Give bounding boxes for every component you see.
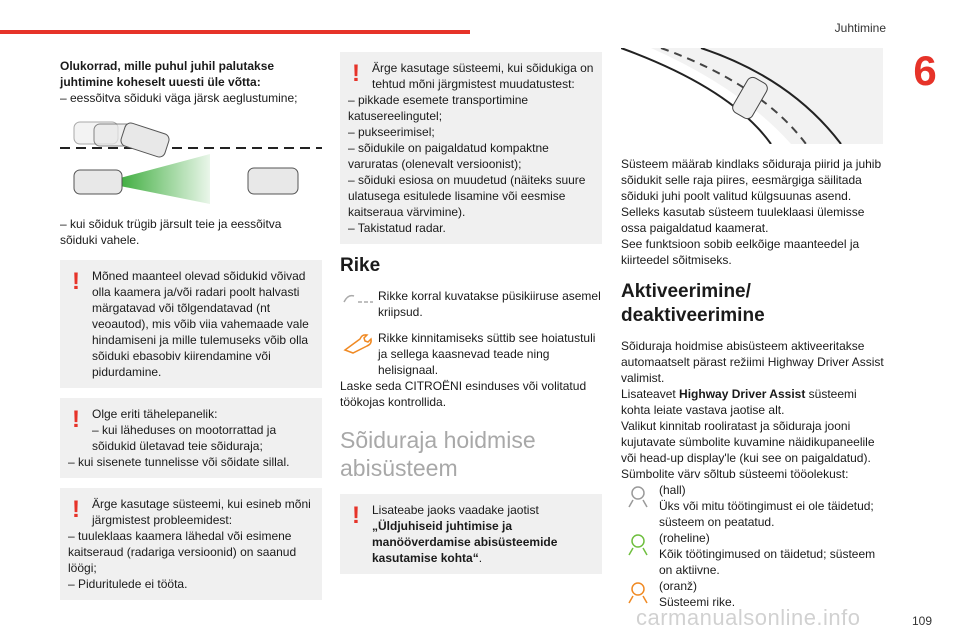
- act-para-2-post: süsteemi kohta leiate vastava jaotise alt.: [621, 387, 857, 417]
- warning-icon: !: [72, 268, 80, 295]
- wrench-icon: [340, 330, 374, 356]
- fault-text-dashes: Rikke korral kuvatakse püsikiiruse asemel kriipsud.: [378, 289, 601, 319]
- status-green-text: Kõik töötingimused on täidetud; süsteem on aktiivne.: [659, 547, 876, 577]
- info-text: [348, 502, 594, 566]
- column-1: [60, 58, 322, 610]
- warning-item: – sõidukile on paigaldatud kompaktne varuratas (olenevalt versioonist);: [348, 141, 549, 171]
- activation-heading: Aktiveerimine/ deaktiveerimine: [621, 281, 765, 326]
- warning-icon: !: [352, 502, 360, 529]
- warning-icon: !: [72, 406, 80, 433]
- watermark: carmanualsonline.info: [636, 605, 861, 630]
- warning-item: – kui sisenete tunnelisse või sõidate sillal.: [68, 455, 290, 469]
- header-red-bar: [0, 30, 470, 34]
- status-row-grey: [621, 482, 886, 530]
- act-para-2-pre: Lisateavet: [621, 387, 676, 401]
- info-pre: Lisateabe jaoks vaadake jaotist: [372, 503, 539, 517]
- act-para-1: Sõiduraja hoidmise abisüsteem aktiveeritakse automaatselt pärast režiimi Highway Driver Assist valimist.: [621, 339, 884, 385]
- para-2: Selleks kasutab süsteem tuuleklaasi ülemisse ossa paigaldatud kaamerat.: [621, 205, 865, 235]
- info-bold-ref: „Üldjuhiseid juhtimise ja manööverdamise abisüsteemide kasutamise kohta“: [372, 519, 558, 565]
- fault-text-warning: Rikke kinnitamiseks süttib see hoiatustuli ja sellega kaasnevad teade ning helisignaal.: [378, 331, 596, 377]
- fault-heading: Rike: [340, 255, 381, 276]
- warning-icon: !: [72, 496, 80, 523]
- dashes-speed-icon: [340, 288, 374, 314]
- warning-item: – kui läheduses on mootorrattad ja sõidukid ületavad teie sõiduraja;: [92, 423, 277, 453]
- car-cut-in-illustration: [60, 114, 322, 204]
- warning-text: Mõned maanteel olevad sõidukid võivad olla kaamera ja/või radari poolt halvasti märgatavad või tõlgendatavad (nt veoautod), mis võib viia vahemaade vale hindamiseni ja mille tulemuseks võib olla sõiduki ebasobiv kiirendamine või pidurdamine.: [92, 269, 309, 379]
- steering-lane-orange-icon: [621, 578, 655, 604]
- para-1: Süsteem määrab kindlaks sõiduraja piirid ja juhib sõidukit selle raja piires, eesmärgiga säilitada sõiduki juhi poolt valitud külgsuunas asend.: [621, 157, 882, 203]
- warning-title: Ärge kasutage süsteemi, kui sõidukiga on tehtud mõni järgmistest muudatustest:: [372, 61, 594, 91]
- warning-item: – pikkade esemete transportimine katusereelingutel;: [348, 93, 529, 123]
- info-box-general: [340, 494, 602, 574]
- warning-item: – sõiduki esiosa on muudetud (näiteks suure ulatusega esitulede lisamine või eesmise kaitseraua värvimine).: [348, 173, 586, 219]
- status-grey-text: Üks või mitu töötingimust ei ole täidetud; süsteem on peatatud.: [659, 499, 874, 529]
- status-green-label: (roheline): [659, 531, 710, 545]
- steering-lane-grey-icon: [621, 482, 655, 508]
- warning-item: – tuuleklaas kaamera lähedal või esimene kaitseraud (radariga versioonid) on saanud löögi;: [68, 529, 297, 575]
- warning-item: – Piduritulede ei tööta.: [68, 577, 188, 591]
- warning-box-detection: [60, 260, 322, 388]
- warning-title: Olge eriti tähelepanelik:: [92, 407, 218, 421]
- warning-box-attention: [60, 398, 322, 478]
- warning-box-problems: [60, 488, 322, 600]
- warning-item: – pukseerimisel;: [348, 125, 435, 139]
- intro-title: Olukorrad, mille puhul juhil palutakse juhtimine koheselt uuesti üle võtta:: [60, 59, 275, 89]
- warning-box-modifications: [340, 52, 602, 244]
- status-orange-label: (oranž): [659, 579, 698, 593]
- warning-title: Ärge kasutage süsteemi, kui esineb mõni järgmistest probleemidest:: [92, 497, 311, 527]
- fault-row-warning: [340, 330, 602, 378]
- section-name: Juhtimine: [834, 21, 886, 35]
- page-number: 109: [912, 614, 933, 628]
- column-2: [340, 52, 602, 584]
- act-para-3: Valikut kinnitab rooliratast ja sõiduraja jooni kujutavate sümbolite kuvamine näidikupaneelile või head-up display'le (kui see on paigaldatud).: [621, 419, 875, 465]
- fault-row-dashes: [340, 288, 602, 320]
- info-post: .: [478, 551, 483, 565]
- lane-keeping-illustration: [621, 48, 883, 144]
- steering-lane-green-icon: [621, 530, 655, 556]
- status-row-green: [621, 530, 886, 578]
- status-orange-text: Süsteemi rike.: [659, 595, 736, 609]
- lane-keeping-heading: Sõiduraja hoidmise abisüsteem: [340, 427, 536, 481]
- act-para-4: Sümbolite värv sõltub süsteemi tööolekust:: [621, 467, 849, 481]
- warning-item: – Takistatud radar.: [348, 221, 446, 235]
- status-grey-label: (hall): [659, 483, 686, 497]
- fault-text-service: Laske seda CITROËNI esinduses või volitatud töökojas kontrollida.: [340, 379, 587, 409]
- column-3: [621, 48, 886, 610]
- act-para-2: [621, 386, 886, 418]
- chapter-number: 6: [913, 47, 937, 94]
- intro-item: – eessõitva sõiduki väga järsk aeglustumine;: [60, 91, 298, 105]
- act-para-2-bold: Highway Driver Assist: [679, 387, 806, 401]
- para-3: See funktsioon sobib eelkõige maanteedel ja kiirteedel sõitmiseks.: [621, 237, 860, 267]
- warning-icon: !: [352, 60, 360, 87]
- cut-in-item: – kui sõiduk trügib järsult teie ja eessõitva sõiduki vahele.: [60, 217, 282, 247]
